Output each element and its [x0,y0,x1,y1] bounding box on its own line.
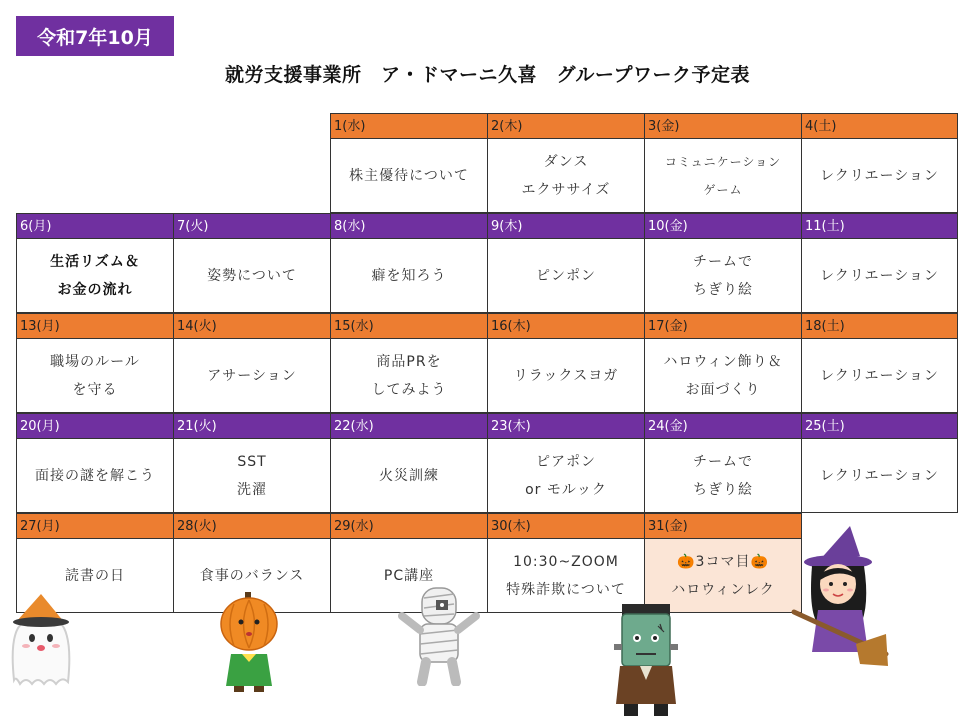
activity-line: ダンス [543,153,589,170]
day-header: 31(金) [644,513,802,539]
day-activity [330,439,488,513]
activity-line: レクリエーション [820,167,939,184]
day-header: 3(金) [644,113,802,139]
day-header: 28(火) [173,513,331,539]
activity-line: エクササイズ [521,181,611,198]
day-header: 29(水) [330,513,488,539]
activity-line: リラックスヨガ [513,367,619,384]
day-activity [644,439,802,513]
day-header: 7(火) [173,213,331,239]
activity-line: 商品PRを [376,353,442,370]
day-header: 24(金) [644,413,802,439]
activity-line: PC講座 [383,567,435,584]
day-header: 18(土) [801,313,958,339]
activity-line: 特殊詐欺について [506,581,626,598]
day-header: 9(木) [487,213,645,239]
activity-line: ちぎり絵 [693,481,753,498]
activity-line: コミュニケーション [664,154,782,169]
day-activity [173,339,331,413]
day-header: 10(金) [644,213,802,239]
activity-line: ハロウィンレク [671,581,775,598]
activity-line: アサーション [207,367,297,384]
activity-line: してみよう [371,381,447,398]
activity-line: 火災訓練 [379,467,439,484]
day-header: 27(月) [16,513,174,539]
activity-line: レクリエーション [820,467,939,484]
activity-line: レクリエーション [820,267,939,284]
day-header: 21(火) [173,413,331,439]
activity-line: お面づくり [685,381,761,398]
activity-line: 職場のルール [50,353,140,370]
activity-line: or モルック [525,481,607,498]
day-activity [801,439,958,513]
activity-line: SST [237,453,267,470]
activity-line: ちぎり絵 [693,281,753,298]
day-header: 30(木) [487,513,645,539]
activity-line: ピンポン [536,267,596,284]
day-header: 6(月) [16,213,174,239]
day-header: 11(土) [801,213,958,239]
day-header: 22(水) [330,413,488,439]
day-activity [487,139,645,213]
day-activity [487,339,645,413]
page-title: 就労支援事業所 ア・ドマーニ久喜 グループワーク予定表 [225,64,750,86]
pumpkin-icon [214,590,284,694]
activity-line: 生活リズム＆ [50,253,140,270]
day-header: 13(月) [16,313,174,339]
activity-line: ゲーム [703,182,743,197]
activity-line: 🎃3コマ目🎃 [677,553,769,570]
activity-line: 癖を知ろう [371,267,447,284]
activity-line: お金の流れ [57,281,133,298]
day-activity [16,239,174,313]
month-badge: 令和7年10月 [16,16,174,56]
activity-line: 読書の日 [65,567,125,584]
day-activity [16,339,174,413]
day-header: 25(土) [801,413,958,439]
day-header: 15(水) [330,313,488,339]
day-activity [16,439,174,513]
day-activity [801,339,958,413]
activity-line: 姿勢について [207,267,297,284]
day-header: 20(月) [16,413,174,439]
day-activity [330,239,488,313]
day-activity [644,239,802,313]
day-activity [487,439,645,513]
day-header: 14(火) [173,313,331,339]
day-header: 4(土) [801,113,958,139]
day-activity [173,239,331,313]
witch-icon [790,526,890,672]
activity-line: チームで [693,453,753,470]
activity-line: 面接の謎を解こう [35,467,155,484]
ghost-icon [4,592,78,692]
day-activity [801,139,958,213]
day-header: 17(金) [644,313,802,339]
activity-line: 10:30~ZOOM [513,553,619,570]
day-activity [801,239,958,313]
day-activity [487,239,645,313]
day-activity [173,439,331,513]
day-header: 1(水) [330,113,488,139]
day-header: 8(水) [330,213,488,239]
day-activity [644,139,802,213]
activity-line: ピアポン [536,453,596,470]
day-header: 23(木) [487,413,645,439]
mummy-icon [396,582,482,686]
activity-line: チームで [693,253,753,270]
day-activity [330,339,488,413]
activity-line: ハロウィン飾り＆ [663,353,783,370]
frankenstein-icon [606,600,686,718]
activity-line: 食事のバランス [199,567,305,584]
day-header: 16(木) [487,313,645,339]
activity-line: 株主優待について [349,167,469,184]
day-activity [644,339,802,413]
day-activity [330,139,488,213]
activity-line: レクリエーション [820,367,939,384]
activity-line: 洗濯 [237,481,267,498]
day-header: 2(木) [487,113,645,139]
activity-line: を守る [72,381,118,398]
